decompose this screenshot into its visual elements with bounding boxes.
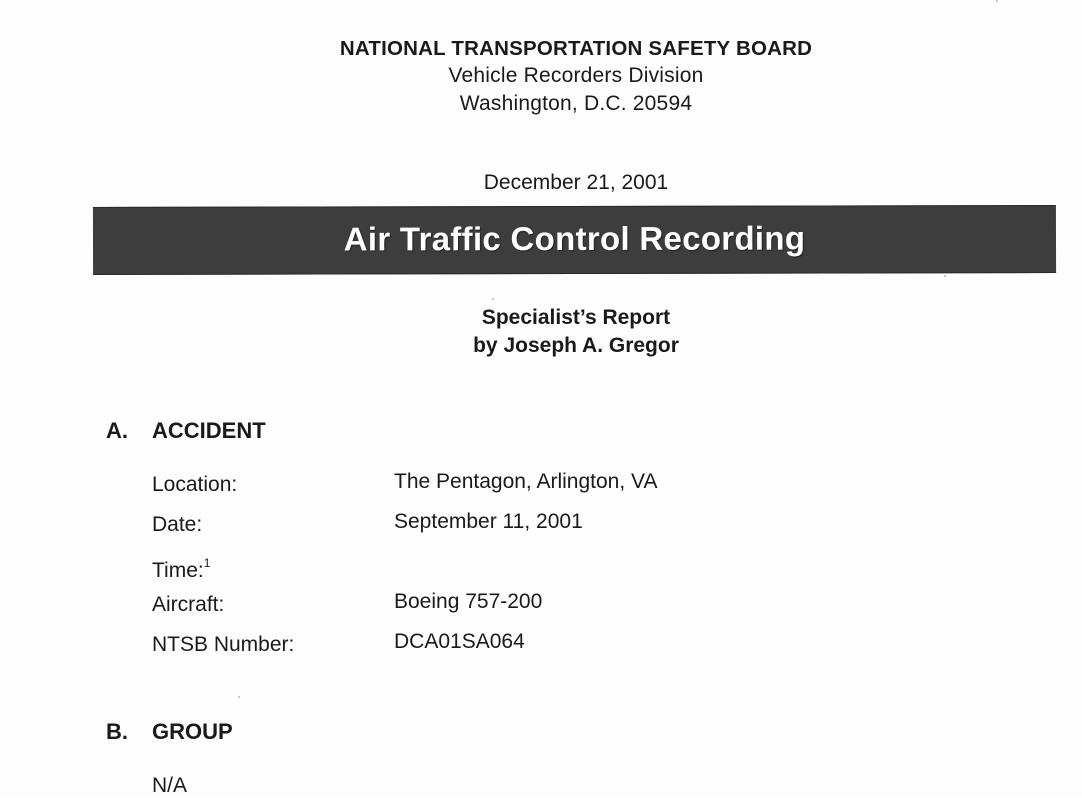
field-row-time (152, 551, 852, 582)
field-row-ntsb-number (152, 631, 852, 659)
section-heading-group (106, 719, 233, 745)
group-value: N/A (152, 774, 188, 797)
field-value: The Pentagon, Arlington, VA (394, 470, 658, 493)
field-label-text: Time: (152, 559, 204, 582)
field-label: Aircraft: (152, 593, 225, 616)
field-value: DCA01SA064 (394, 630, 525, 653)
report-type: Specialist’s Report (481, 306, 671, 329)
document-title: Air Traffic Control Recording (343, 219, 806, 258)
section-letter: B. (106, 719, 128, 744)
field-value: September 11, 2001 (394, 510, 583, 533)
report-date: December 21, 2001 (483, 171, 669, 194)
footnote-marker: 1 (203, 556, 211, 570)
scan-speck (238, 696, 240, 698)
field-label: Location: (152, 473, 238, 496)
field-row-location (152, 471, 852, 499)
field-row-date (152, 511, 852, 539)
section-title: ACCIDENT (152, 418, 266, 443)
scan-speck (944, 275, 946, 277)
section-letter: A. (106, 418, 128, 443)
scan-speck (492, 298, 494, 300)
field-row-aircraft (152, 591, 852, 619)
division-name: Vehicle Recorders Division (448, 64, 704, 87)
author-line: by Joseph A. Gregor (473, 334, 679, 357)
field-label: Date: (152, 513, 203, 536)
section-title: GROUP (152, 719, 233, 744)
section-heading-accident (106, 418, 266, 444)
scan-speck (996, 0, 998, 2)
organization-address: Washington, D.C. 20594 (459, 92, 693, 115)
field-label: NTSB Number: (152, 633, 295, 656)
organization-name: NATIONAL TRANSPORTATION SAFETY BOARD (339, 37, 813, 60)
field-value: Boeing 757-200 (394, 590, 543, 613)
field-label-time (152, 551, 210, 585)
title-banner (93, 205, 1056, 275)
